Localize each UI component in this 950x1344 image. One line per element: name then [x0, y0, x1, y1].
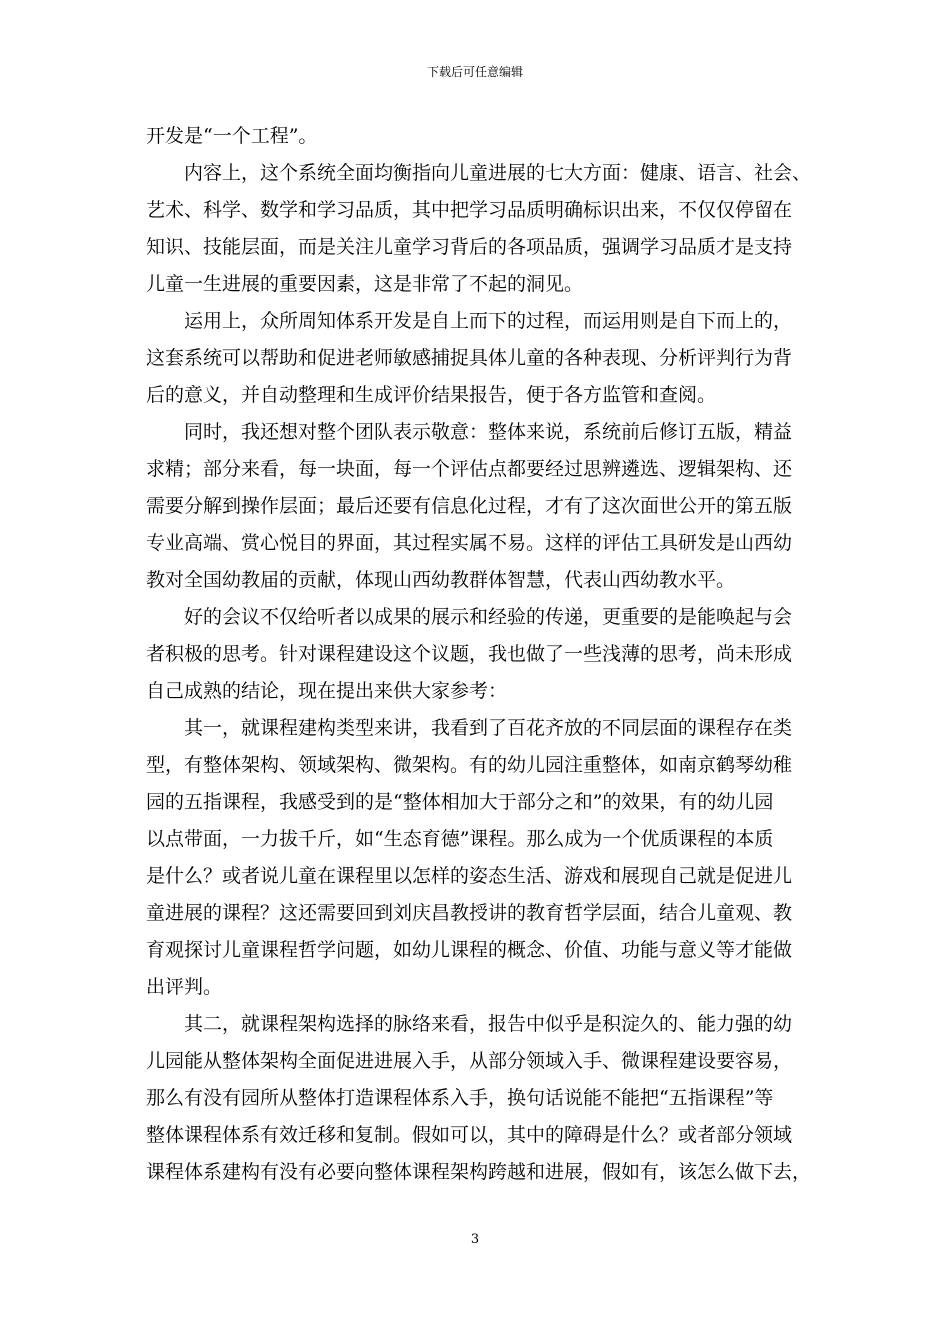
text-line: 其一，就课程建构类型来讲，我看到了百花齐放的不同层面的课程存在类 — [146, 717, 793, 739]
text-line: 那么有没有园所从整体打造课程体系入手，换句话说能不能把“五指课程”等 — [146, 1087, 774, 1109]
text-line: 艺术、科学、数学和学习品质，其中把学习品质明确标识出来，不仅仅停留在 — [146, 199, 793, 221]
text-line: 运用上，众所周知体系开发是自上而下的过程，而运用则是自下而上的， — [146, 310, 793, 332]
text-line: 园的五指课程，我感受到的是“整体相加大于部分之和”的效果，有的幼儿园 — [146, 791, 774, 813]
text-line: 儿童一生进展的重要因素，这是非常了不起的洞见。 — [146, 273, 584, 295]
text-line: 儿园能从整体架构全面促进进展入手，从部分领域入手、微课程建设要容易， — [146, 1050, 793, 1072]
text-line: 以点带面，一力拔千斤，如“生态育德”课程。那么成为一个优质课程的本质 — [146, 828, 774, 850]
text-line: 专业高端、赏心悦目的界面，其过程实属不易。这样的评估工具研发是山西幼 — [146, 532, 793, 554]
text-line: 这套系统可以帮助和促进老师敏感捕捉具体儿童的各种表现、分析评判行为背 — [146, 347, 793, 369]
text-line: 课程体系建构有没有必要向整体课程架构跨越和进展，假如有，该怎么做下去， — [146, 1161, 812, 1183]
page-number: 3 — [470, 1232, 480, 1247]
text-line: 整体课程体系有效迁移和复制。假如可以，其中的障碍是什么？或者部分领域 — [146, 1124, 793, 1146]
text-line: 知识、技能层面，而是关注儿童学习背后的各项品质，强调学习品质才是支持 — [146, 236, 793, 258]
text-line: 需要分解到操作层面；最后还要有信息化过程，才有了这次面世公开的第五版 — [146, 495, 793, 517]
text-line: 开发是“一个工程”。 — [146, 125, 318, 147]
text-line: 自己成熟的结论，现在提出来供大家参考： — [146, 680, 508, 702]
text-line: 其二，就课程架构选择的脉络来看，报告中似乎是积淀久的、能力强的幼 — [146, 1013, 793, 1035]
text-line: 型，有整体架构、领域架构、微架构。有的幼儿园注重整体，如南京鹤琴幼稚 — [146, 754, 793, 776]
text-line: 童进展的课程？这还需要回到刘庆昌教授讲的教育哲学层面，结合儿童观、教 — [146, 902, 793, 924]
text-line: 育观探讨儿童课程哲学问题，如幼儿课程的概念、价值、功能与意义等才能做 — [146, 939, 793, 961]
text-line: 好的会议不仅给听者以成果的展示和经验的传递，更重要的是能唤起与会 — [146, 606, 793, 628]
text-line: 者积极的思考。针对课程建设这个议题，我也做了一些浅薄的思考，尚未形成 — [146, 643, 793, 665]
text-line: 后的意义，并自动整理和生成评价结果报告，便于各方监管和查阅。 — [146, 384, 717, 406]
text-line: 教对全国幼教届的贡献，体现山西幼教群体智慧，代表山西幼教水平。 — [146, 569, 736, 591]
text-line: 出评判。 — [146, 976, 223, 998]
page-header: 下载后可任意编辑 — [426, 65, 523, 79]
text-line: 同时，我还想对整个团队表示敬意：整体来说，系统前后修订五版，精益 — [146, 421, 793, 443]
text-line: 内容上，这个系统全面均衡指向儿童进展的七大方面：健康、语言、社会、 — [146, 162, 812, 184]
text-line: 是什么？或者说儿童在课程里以怎样的姿态生活、游戏和展现自己就是促进儿 — [146, 865, 793, 887]
text-line: 求精；部分来看，每一块面，每一个评估点都要经过思辨遴选、逻辑架构、还 — [146, 458, 793, 480]
